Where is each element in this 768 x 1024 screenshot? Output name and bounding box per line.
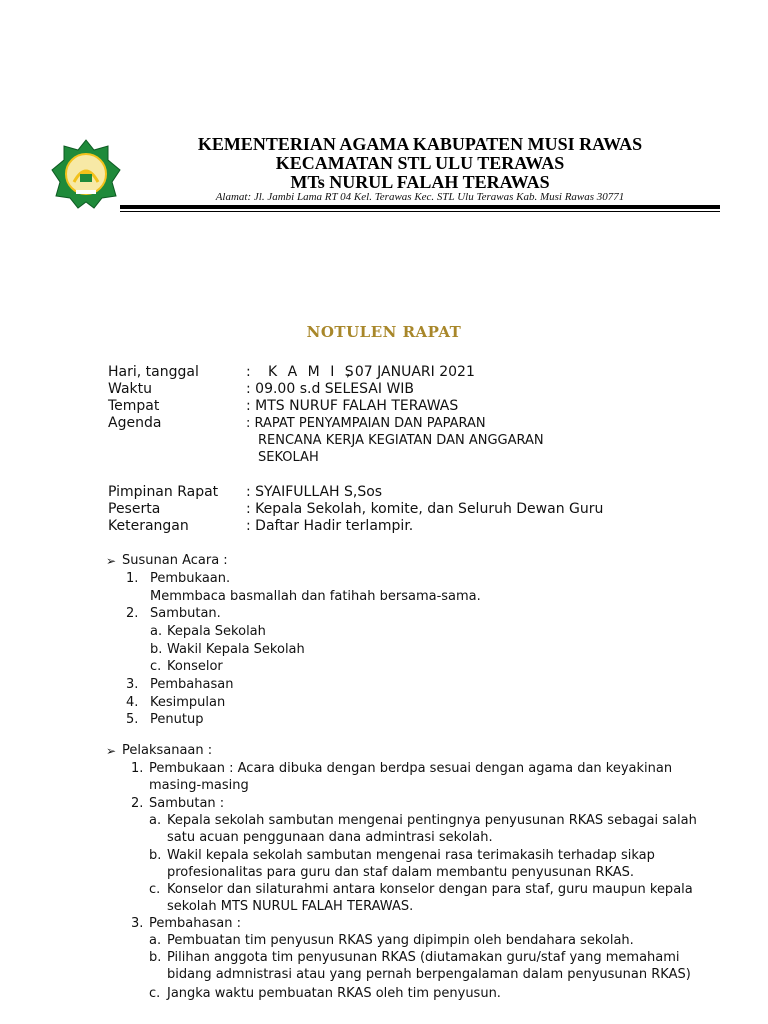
- peserta-label: Peserta: [108, 501, 161, 517]
- sublist-item-cont: bidang admnistrasi atau yang pernah berpengalaman dalam penyusunan RKAS): [167, 967, 691, 982]
- list-item: Sambutan.: [150, 606, 221, 621]
- list-number: 5.: [126, 712, 139, 727]
- list-number: 1.: [126, 571, 139, 586]
- agenda-value-line2: RENCANA KERJA KEGIATAN DAN ANGGARAN: [258, 433, 544, 448]
- pimpinan-label: Pimpinan Rapat: [108, 484, 219, 500]
- agenda-label: Agenda: [108, 415, 162, 431]
- pimpinan-value: : SYAIFULLAH S,Sos: [246, 484, 383, 500]
- sublist-item: Konselor dan silaturahmi antara konselor dengan para staf, guru maupun kepala: [167, 882, 693, 897]
- sublist-item-cont: sekolah MTS NURUL FALAH TERAWAS.: [167, 899, 414, 914]
- sublist-letter: c.: [149, 882, 161, 897]
- list-number: 2.: [126, 606, 139, 621]
- pelaksanaan-heading: Pelaksanaan :: [122, 743, 213, 758]
- list-item: Pembahasan :: [149, 916, 241, 931]
- hari-colon: :: [246, 364, 251, 380]
- sublist-item-cont: satu acuan penggunaan dana admintrasi sekolah.: [167, 830, 493, 845]
- peserta-value: : Kepala Sekolah, komite, dan Seluruh Dewan Guru: [246, 501, 604, 517]
- sublist-letter: a.: [150, 624, 163, 639]
- agenda-value-line3: SEKOLAH: [258, 450, 319, 465]
- page-title: NOTULEN RAPAT: [306, 323, 462, 341]
- list-item-detail: Memmbaca basmallah dan fatihah bersama-sama.: [150, 589, 481, 604]
- sublist-item: Pembuatan tim penyusun RKAS yang dipimpin oleh bendahara sekolah.: [167, 933, 634, 948]
- sublist-item: Wakil kepala sekolah sambutan mengenai rasa terimakasih terhadap sikap: [167, 848, 655, 863]
- sublist-letter: c.: [150, 659, 162, 674]
- sublist-item-cont: profesionalitas para guru dan staf dalam membantu penyusunan RKAS.: [167, 865, 635, 880]
- letterhead-ministry: KEMENTERIAN AGAMA KABUPATEN MUSI RAWAS: [197, 134, 643, 154]
- hari-label: Hari, tanggal: [108, 364, 199, 380]
- waktu-value: : 09.00 s.d SELESAI WIB: [246, 381, 415, 397]
- sublist-letter: b.: [149, 950, 162, 965]
- list-item: Pembukaan.: [150, 571, 231, 586]
- letterhead-school: MTs NURUL FALAH TERAWAS: [290, 172, 550, 192]
- susunan-heading: Susunan Acara :: [122, 553, 228, 568]
- list-number: 4.: [126, 695, 139, 710]
- arrow-bullet-icon: ➢: [106, 744, 117, 758]
- sublist-item: Pilihan anggota tim penyusunan RKAS (diutamakan guru/staf yang memahami: [167, 950, 680, 965]
- sublist-letter: b.: [150, 642, 163, 657]
- list-number: 1.: [131, 761, 144, 776]
- list-item: Pembahasan: [150, 677, 234, 692]
- sublist-item: Jangka waktu pembuatan RKAS oleh tim penyusun.: [167, 986, 501, 1001]
- list-number: 3.: [131, 916, 144, 931]
- list-item: Sambutan :: [149, 796, 225, 811]
- agenda-value-line1: : RAPAT PENYAMPAIAN DAN PAPARAN: [246, 416, 486, 431]
- letterhead-rule-thick: [120, 205, 720, 209]
- tempat-label: Tempat: [108, 398, 160, 414]
- keterangan-value: : Daftar Hadir terlampir.: [246, 518, 414, 534]
- list-number: 3.: [126, 677, 139, 692]
- list-item: Pembukaan : Acara dibuka dengan berdpa sesuai dengan agama dan keyakinan: [149, 761, 673, 776]
- letterhead-rule-thin: [120, 211, 720, 212]
- sublist-item: Konselor: [167, 659, 223, 674]
- hari-date: , 07 JANUARI 2021: [346, 364, 475, 380]
- tempat-value: : MTS NURUF FALAH TERAWAS: [246, 398, 459, 414]
- sublist-letter: b.: [149, 848, 162, 863]
- list-item-cont: masing-masing: [149, 778, 249, 793]
- sublist-letter: c.: [149, 986, 161, 1001]
- list-item: Penutup: [150, 712, 204, 727]
- sublist-item: Wakil Kepala Sekolah: [167, 642, 305, 657]
- sublist-letter: a.: [149, 933, 162, 948]
- waktu-label: Waktu: [108, 381, 152, 397]
- sublist-item: Kepala sekolah sambutan mengenai pentingnya penyusunan RKAS sebagai salah: [167, 813, 697, 828]
- letterhead-district: KECAMATAN STL ULU TERAWAS: [275, 153, 565, 173]
- keterangan-label: Keterangan: [108, 518, 189, 534]
- sublist-item: Kepala Sekolah: [167, 624, 266, 639]
- list-item: Kesimpulan: [150, 695, 226, 710]
- arrow-bullet-icon: ➢: [106, 554, 117, 568]
- letterhead-address: Alamat: Jl. Jambi Lama RT 04 Kel. Terawas Kec. STL Ulu Terawas Kab. Musi Rawas 30771: [215, 191, 625, 203]
- sublist-letter: a.: [149, 813, 162, 828]
- kemenag-logo-icon: [50, 138, 122, 210]
- hari-day: K A M I S: [268, 364, 357, 380]
- list-number: 2.: [131, 796, 144, 811]
